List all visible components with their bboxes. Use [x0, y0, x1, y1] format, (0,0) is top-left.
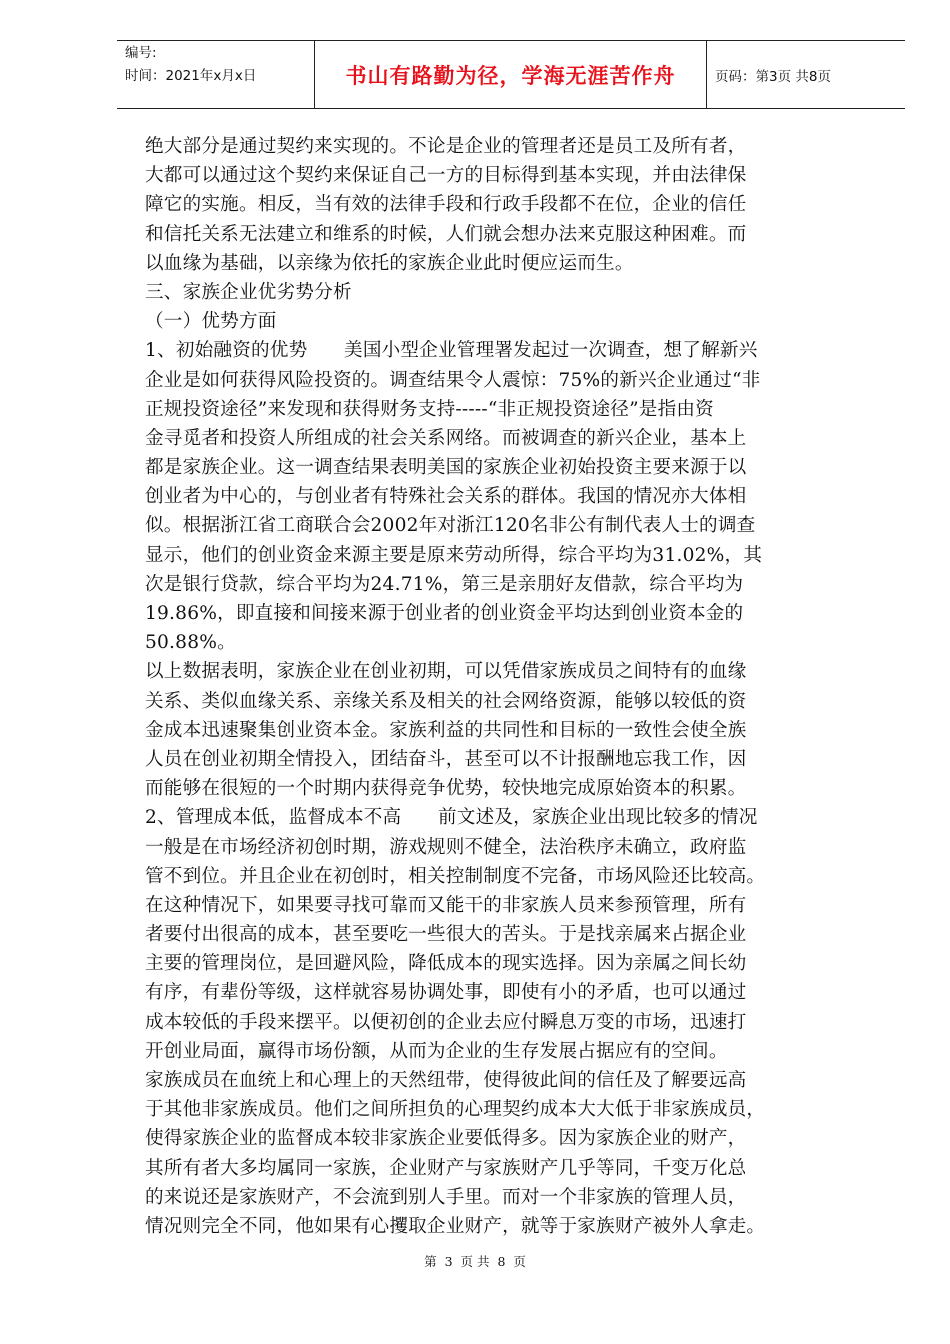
- text-line: 以上数据表明，家族企业在创业初期，可以凭借家族成员之间特有的血缘: [145, 661, 747, 683]
- text-line: 1、初始融资的优势 美国小型企业管理署发起过一次调查，想了解新兴: [145, 340, 758, 362]
- text-line: 创业者为中心的，与创业者有特殊社会关系的群体。我国的情况亦大体相: [145, 486, 747, 508]
- text-line: 都是家族企业。这一调查结果表明美国的家族企业初始投资主要来源于以: [145, 457, 747, 479]
- text-line: 主要的管理岗位，是回避风险，降低成本的现实选择。因为亲属之间长幼: [145, 953, 747, 975]
- text-line: 开创业局面，赢得市场份额，从而为企业的生存发展占据应有的空间。: [145, 1040, 728, 1062]
- text-line: 于其他非家族成员。他们之间所担负的心理契约成本大大低于非家族成员，: [145, 1099, 766, 1121]
- text-line: 2、管理成本低，监督成本不高 前文述及，家族企业出现比较多的情况: [145, 807, 758, 829]
- text-line: 管不到位。并且企业在初创时，相关控制制度不完备，市场风险还比较高。: [145, 865, 766, 887]
- text-line: 和信托关系无法建立和维系的时候，人们就会想办法来克服这种困难。而: [145, 223, 747, 245]
- text-line: 的来说还是家族财产，不会流到别人手里。而对一个非家族的管理人员，: [145, 1186, 747, 1208]
- doc-code-label: 编号:: [125, 45, 157, 61]
- header-page-label: 页码：第3页 共8页: [715, 68, 831, 85]
- text-line: 次是银行贷款，综合平均为24.71%，第三是亲朋好友借款，综合平均为: [145, 573, 744, 595]
- text-line: 50.88%。: [145, 632, 236, 654]
- text-line: 金成本迅速聚集创业资本金。家族利益的共同性和目标的一致性会使全族: [145, 719, 747, 741]
- footer-total-pages: 8: [497, 1254, 506, 1269]
- page-footer: [0, 1252, 950, 1270]
- text-line: 者要付出很高的成本，甚至要吃一些很大的苦头。于是找亲属来占据企业: [145, 924, 747, 946]
- text-line: 大都可以通过这个契约来保证自己一方的目标得到基本实现，并由法律保: [145, 165, 747, 187]
- text-line: 使得家族企业的监督成本较非家族企业要低得多。因为家族企业的财产，: [145, 1128, 747, 1150]
- text-line: 金寻觅者和投资人所组成的社会关系网络。而被调查的新兴企业，基本上: [145, 427, 747, 449]
- document-body: [145, 132, 865, 1241]
- text-line: 关系、类似血缘关系、亲缘关系及相关的社会网络资源，能够以较低的资: [145, 690, 747, 712]
- footer-suffix: 页: [513, 1254, 526, 1269]
- text-line: （一）优势方面: [145, 311, 277, 333]
- header-meta: [117, 41, 315, 108]
- text-line: 三、家族企业优劣势分析: [145, 281, 352, 303]
- page-header: [117, 40, 905, 109]
- footer-prefix: 第: [424, 1254, 437, 1269]
- text-line: 正规投资途径”来发现和获得财务支持-----“非正规投资途径”是指由资: [145, 398, 714, 420]
- footer-mid: 页 共: [460, 1254, 490, 1269]
- footer-page-number: 3: [444, 1254, 453, 1269]
- text-line: 而能够在很短的一个时期内获得竞争优势，较快地完成原始资本的积累。: [145, 778, 747, 800]
- text-line: 19.86%，即直接和间接来源于创业者的创业资金平均达到创业资本金的: [145, 603, 744, 624]
- text-line: 一般是在市场经济初创时期，游戏规则不健全，法治秩序未确立，政府监: [145, 836, 747, 858]
- text-line: 情况则完全不同，他如果有心攫取企业财产，就等于家族财产被外人拿走。: [145, 1215, 766, 1237]
- text-line: 显示，他们的创业资金来源主要是原来劳动所得，综合平均为31.02%，其: [145, 544, 763, 566]
- header-motto: 书山有路勤为径，学海无涯苦作舟: [315, 41, 707, 108]
- text-line: 人员在创业初期全情投入，团结奋斗，甚至可以不计报酬地忘我工作，因: [145, 748, 747, 770]
- text-line: 似。根据浙江省工商联合会2002年对浙江120名非公有制代表人士的调查: [145, 515, 756, 537]
- text-line: 障它的实施。相反，当有效的法律手段和行政手段都不在位，企业的信任: [145, 194, 747, 216]
- doc-time-label: 时间：2021年x月x日: [125, 68, 257, 84]
- text-line: 成本较低的手段来摆平。以便初创的企业去应付瞬息万变的市场，迅速打: [145, 1011, 747, 1033]
- text-line: 以血缘为基础，以亲缘为依托的家族企业此时便应运而生。: [145, 252, 634, 274]
- text-line: 在这种情况下，如果要寻找可靠而又能干的非家族人员来参预管理，所有: [145, 894, 747, 916]
- text-line: 有序，有辈份等级，这样就容易协调处事，即使有小的矛盾，也可以通过: [145, 982, 747, 1004]
- text-line: 绝大部分是通过契约来实现的。不论是企业的管理者还是员工及所有者，: [145, 136, 747, 157]
- text-line: 其所有者大多均属同一家族，企业财产与家族财产几乎等同，千变万化总: [145, 1157, 747, 1179]
- text-line: 企业是如何获得风险投资的。调查结果令人震惊：75%的新兴企业通过“非: [145, 369, 761, 391]
- text-line: 家族成员在血统上和心理上的天然纽带，使得彼此间的信任及了解要远高: [145, 1070, 747, 1091]
